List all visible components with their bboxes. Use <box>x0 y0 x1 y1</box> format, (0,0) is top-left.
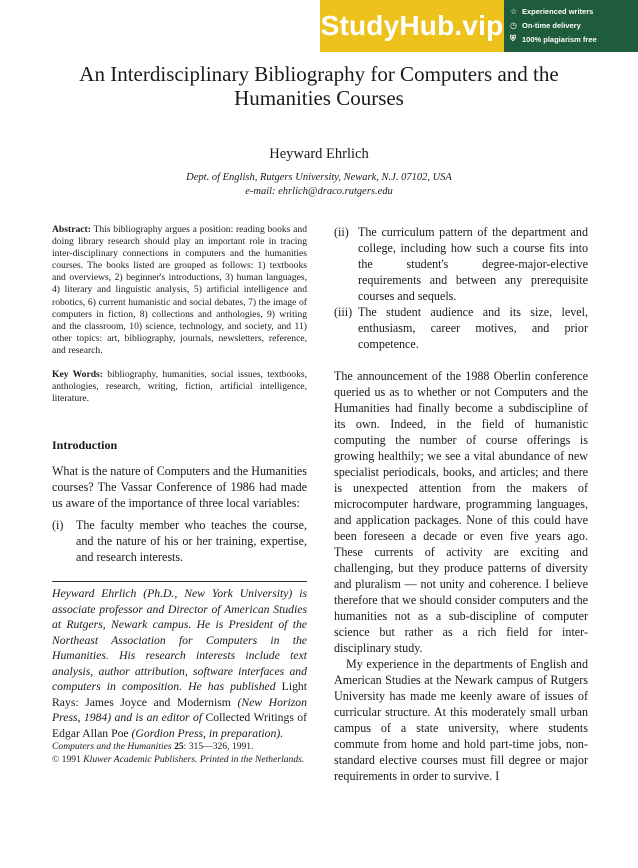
banner-feature <box>510 18 638 32</box>
keywords-text: bibliography, humanities, social issues, textbooks, anthologies, research, writing, fiction, artificial intelligence, literature. <box>52 369 307 405</box>
list-item-number: (iii) <box>334 305 353 319</box>
banner-feature <box>510 4 638 18</box>
bio-book-title: Collected Writings of Edgar Allan Poe <box>52 711 308 740</box>
footnote-divider <box>52 581 307 582</box>
paper-title <box>30 62 608 110</box>
banner-feature-text: 100% plagiarism free <box>522 34 597 44</box>
bio-text: (New Horizon Press, 1984) and is an editor of <box>52 695 307 725</box>
list-item <box>52 517 307 565</box>
list-item-text: The faculty member who teaches the course, and the nature of his or her training, expertise, and research interests. <box>76 518 307 565</box>
list-item <box>334 304 588 352</box>
bio-text: (Gordion Press, in preparation). <box>131 726 284 740</box>
author-email: e-mail: ehrlich@draco.rutgers.edu <box>245 186 393 197</box>
abstract <box>52 224 307 357</box>
keywords <box>52 369 307 405</box>
list-item <box>334 224 588 304</box>
left-column <box>52 224 307 741</box>
abstract-label: Abstract: <box>52 224 91 235</box>
banner-feature <box>510 32 638 46</box>
keywords-label: Key Words: <box>52 369 103 381</box>
studyhub-logo[interactable]: StudyHub.vip <box>320 0 504 52</box>
list-item-text: The curriculum pattern of the department and college, including how such a course fits into the student's degree-major-elective requirements and between any prerequisite courses and sequels. <box>358 225 588 303</box>
list-item-text: The student audience and its size, level, enthusiasm, career motives, and prior competence. <box>358 305 588 351</box>
copyright-line <box>52 753 352 766</box>
copyright-year: © 1991 <box>52 754 84 765</box>
bio-book-title: Light Rays: James Joyce and Modernism <box>52 680 308 709</box>
journal-citation <box>52 740 352 753</box>
banner-feature-text: Experienced writers <box>522 6 594 16</box>
journal-pages: : 315—326, 1991. <box>183 741 254 752</box>
star-icon: ☆ <box>510 6 518 16</box>
banner-features <box>510 4 638 46</box>
list-item-number: (ii) <box>334 225 349 239</box>
author-affiliation: Dept. of English, Rutgers University, Newark, N.J. 07102, USA <box>186 172 452 183</box>
shield-icon: ⛨ <box>510 34 516 43</box>
banner-feature-text: On-time delivery <box>522 20 581 30</box>
studyhub-banner[interactable] <box>320 0 638 52</box>
journal-name: Computers and the Humanities <box>52 741 175 752</box>
paper-title-line: An Interdisciplinary Bibliography for Computers and the <box>79 62 559 86</box>
author-name: Heyward Ehrlich <box>269 146 369 162</box>
journal-footer <box>52 740 352 766</box>
abstract-text: This bibliography argues a position: reading books and doing library research should play an important role in tracing inter-disciplinary connections in computers and the humanities courses. The books listed are grouped as follows: 1) textbooks and overviews, 2) beginner's introductions, 3) human languages, 4) literary and linguistic analysis, 5) artificial intelligence and robotics, 6) current humanistic and social debates, 7) the image of computers in fiction, 8) collections and anthologies, 9) writing and the classroom, 10) science, technology, and society, and 11) other topics: art, bibliography, journals, newsletters, reference, and research. <box>52 224 307 356</box>
publisher: Kluwer Academic Publishers. Printed in the Netherlands. <box>83 754 305 765</box>
body-paragraph: The announcement of the 1988 Oberlin conference queried us as to whether or not Computers and the Humanities had finally become a subdiscipline of its own. Indeed, in the field of humanistic computing the number of course offerings is growing healthily; we see a vital abundance of new specialist periodicals, books, and articles; and there is unexpected attention from the makers of microcomputer hardware, programming languages, and application packages. None of this could have been foreseen a decade or even five years ago. These currents of activity are exciting and challenging, but they produce patterns of diversity and pluralism — not unity and coherence. I believe therefore that we should consider computers and the humanities not as a sub-discipline of computer science but rather as a rich field for inter-disciplinary study. <box>334 369 588 655</box>
journal-volume: 25 <box>174 741 184 752</box>
list-item-number: (i) <box>52 518 64 533</box>
bio-text: Heyward Ehrlich (Ph.D., New York University) is associate professor and Director of American Studies at Rutgers, Newark campus. He is President of the Northeast Association for Computers in the Humanities. His research interests include text analysis, author attribution, software interfaces and computers in composition. He has published <box>52 587 307 694</box>
section-heading-introduction: Introduction <box>52 438 118 453</box>
right-column <box>334 224 588 784</box>
author-bio <box>52 586 307 741</box>
intro-paragraph: What is the nature of Computers and the Humanities courses? The Vassar Conference of 1986 had made us aware of the importance of three local variables: <box>52 464 307 511</box>
author-affiliation-block <box>0 171 638 199</box>
clock-icon: ◷ <box>510 20 517 30</box>
body-paragraph: My experience in the departments of English and American Studies at the Newark campus of Rutgers University has made me keenly aware of issues of curricular structure. At this moderately small urban campus of a state university, where students commute from home and hold part-time jobs, non-standard elective courses must fill degree or major requirements in order to survive. I <box>334 657 588 783</box>
paper-title-line: Humanities Courses <box>234 86 404 110</box>
